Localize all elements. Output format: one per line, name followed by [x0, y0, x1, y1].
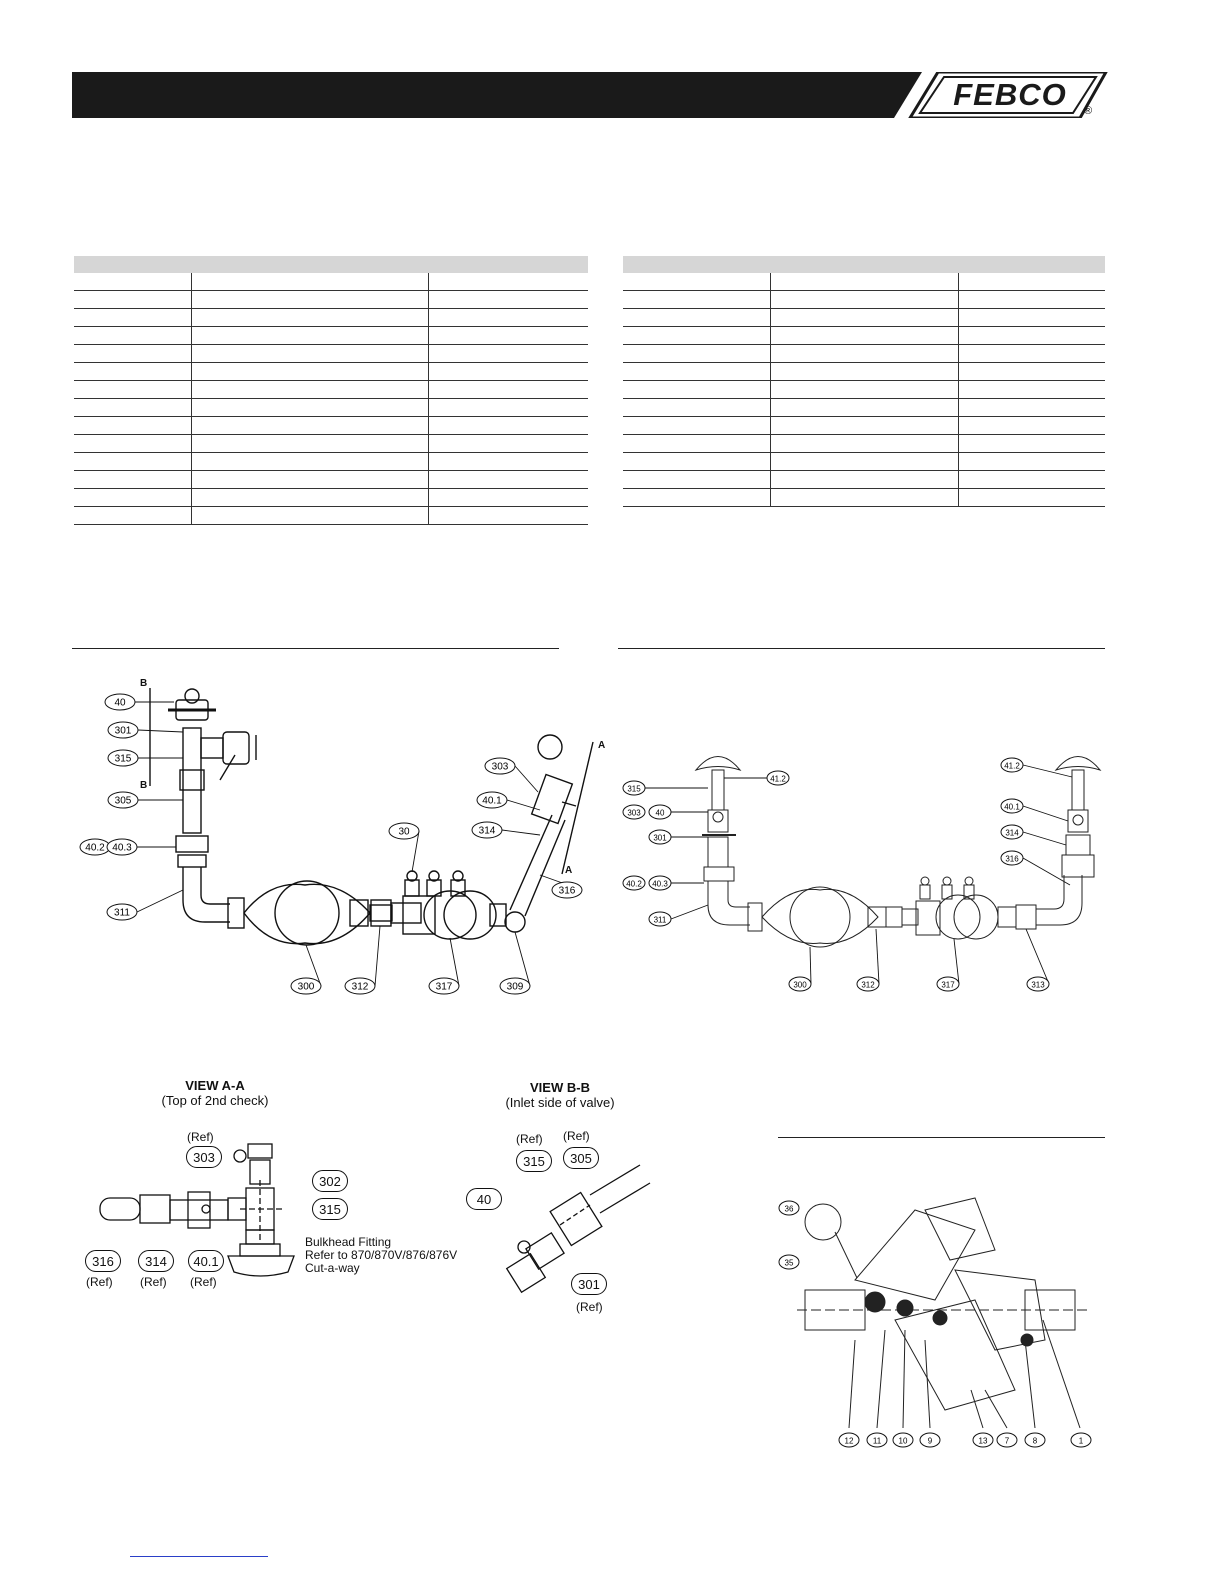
view-bb-ref-bottom: (Ref) [576, 1300, 603, 1314]
callout-35 [779, 1255, 799, 1269]
callout-312 [345, 926, 380, 994]
table-cell [623, 291, 770, 309]
parts-table-left [74, 256, 588, 525]
callout-label: 303 [491, 761, 509, 773]
view-aa-ref: (Ref) [86, 1275, 113, 1289]
callout-305: 305 [563, 1147, 599, 1169]
callout-315 [108, 750, 183, 766]
table-row [623, 327, 1105, 345]
table-cell [428, 363, 588, 381]
table-cell [770, 489, 958, 507]
callout-313 [1026, 929, 1049, 991]
callout-label: 30 [398, 826, 410, 838]
callout-label: 314 [478, 825, 496, 837]
table-cell [428, 489, 588, 507]
table-row [623, 489, 1105, 507]
callout-label: 7 [1004, 1436, 1010, 1446]
table-row [623, 417, 1105, 435]
table-row [74, 417, 588, 435]
table-cell [191, 453, 428, 471]
table-cell [770, 273, 958, 291]
callout-301 [649, 830, 708, 844]
callout-316 [540, 875, 582, 898]
table-cell [770, 291, 958, 309]
callout-label: 305 [114, 795, 132, 807]
callout-label: 312 [351, 981, 369, 993]
table-cell [74, 309, 191, 327]
callout-301: 301 [571, 1273, 607, 1295]
callout-label: 8 [1032, 1436, 1038, 1446]
callout-label: 313 [1031, 980, 1045, 990]
table-row [74, 471, 588, 489]
table-cell [958, 309, 1105, 327]
callout-40-2 [623, 876, 645, 890]
callout-1 [1071, 1433, 1091, 1447]
callout-303: 303 [186, 1146, 222, 1168]
table-cell [428, 507, 588, 525]
table-row [74, 453, 588, 471]
table-cell [191, 471, 428, 489]
table-row [74, 489, 588, 507]
callout-40-1: 40.1 [188, 1250, 224, 1272]
note-line: Refer to 870/870V/876/876V [305, 1248, 458, 1262]
callout-312 [857, 929, 879, 991]
table-cell [74, 435, 191, 453]
table-cell [191, 327, 428, 345]
table-cell [623, 327, 770, 345]
table-cell [191, 399, 428, 417]
registered-mark: ® [1084, 105, 1093, 117]
view-bb-ref-right: (Ref) [563, 1129, 590, 1143]
table-cell [191, 363, 428, 381]
callout-label: 40.3 [112, 842, 132, 854]
table-row [74, 381, 588, 399]
table-cell [428, 435, 588, 453]
table-cell [958, 291, 1105, 309]
assembly-diagram-left [70, 660, 620, 1010]
table-cell [623, 345, 770, 363]
table-cell [958, 417, 1105, 435]
table-cell [74, 291, 191, 309]
table-header-bar [623, 256, 1105, 273]
callout-316: 316 [85, 1250, 121, 1272]
section-mark-b: B [140, 678, 148, 689]
table-cell [958, 489, 1105, 507]
callout-label: 40.1 [1004, 802, 1020, 812]
table-cell [770, 381, 958, 399]
table-cell [74, 345, 191, 363]
callout-36 [779, 1201, 799, 1215]
table-cell [191, 309, 428, 327]
callout-label: 1 [1078, 1436, 1084, 1446]
section-rule-right [618, 648, 1105, 649]
table-cell [74, 471, 191, 489]
table-cell [191, 489, 428, 507]
table-cell [623, 399, 770, 417]
table-cell [623, 381, 770, 399]
callout-label: 35 [784, 1258, 794, 1268]
table-cell [191, 291, 428, 309]
callout-label: 315 [114, 753, 132, 765]
callout-40-1 [477, 792, 540, 810]
callout-305 [108, 792, 183, 808]
callout-9 [920, 1433, 940, 1447]
table-cell [623, 489, 770, 507]
table-cell [958, 471, 1105, 489]
table-cell [74, 399, 191, 417]
table-row [74, 399, 588, 417]
table-row [74, 309, 588, 327]
table-row [623, 309, 1105, 327]
table-cell [770, 399, 958, 417]
callout-40-3 [649, 876, 704, 890]
callout-label: 41.2 [1004, 761, 1020, 771]
table-cell [958, 381, 1105, 399]
table-cell [958, 363, 1105, 381]
callout-7 [997, 1433, 1017, 1447]
callout-314: 314 [138, 1250, 174, 1272]
view-bb-title: VIEW B-B [530, 1080, 590, 1095]
callout-311 [649, 905, 708, 926]
table-cell [74, 327, 191, 345]
table-cell [623, 417, 770, 435]
footer-link-underline[interactable] [130, 1556, 268, 1557]
callout-label: 300 [793, 980, 807, 990]
callout-label: 303 [627, 808, 641, 818]
callout-315: 315 [516, 1150, 552, 1172]
table-cell [958, 399, 1105, 417]
callout-label: 301 [114, 725, 132, 737]
callout-317 [429, 938, 459, 994]
table-row [74, 363, 588, 381]
table-row [623, 363, 1105, 381]
view-aa-title-block [140, 1078, 290, 1108]
callout-10 [893, 1433, 913, 1447]
callout-label: 11 [872, 1436, 882, 1446]
note-line: Cut-a-way [305, 1261, 360, 1275]
view-aa-ref: (Ref) [190, 1275, 217, 1289]
callout-label: 41.2 [770, 774, 786, 784]
callout-label: 40.2 [85, 842, 105, 854]
note-line: Bulkhead Fitting [305, 1235, 392, 1249]
callout-13 [973, 1433, 993, 1447]
table-cell [958, 273, 1105, 291]
table-cell [428, 399, 588, 417]
callout-40-2 [80, 839, 110, 855]
table-cell [958, 435, 1105, 453]
table-cell [428, 381, 588, 399]
section-mark-a: A [565, 865, 573, 876]
table-cell [428, 417, 588, 435]
table-cell [74, 363, 191, 381]
callout-301 [108, 722, 183, 738]
callout-label: 311 [653, 915, 667, 925]
callout-40 [105, 694, 174, 710]
table-row [623, 291, 1105, 309]
table-cell [74, 417, 191, 435]
table-cell [958, 345, 1105, 363]
table-row [623, 435, 1105, 453]
view-aa-ref-top: (Ref) [187, 1130, 214, 1144]
callout-label: 40.3 [652, 879, 668, 889]
callout-label: 316 [558, 885, 576, 897]
callout-302: 302 [312, 1170, 348, 1192]
table-cell [623, 363, 770, 381]
callout-label: 36 [784, 1204, 794, 1214]
callout-8 [1025, 1433, 1045, 1447]
assembly-diagram-right [620, 725, 1120, 1005]
table-row [74, 273, 588, 291]
table-cell [428, 273, 588, 291]
table-row [623, 471, 1105, 489]
callout-label: 9 [927, 1436, 933, 1446]
callout-label: 40 [114, 697, 126, 709]
table-cell [191, 417, 428, 435]
callout-303 [485, 758, 538, 792]
view-bb-title-block [480, 1080, 640, 1110]
brand-logo: FEBCO [953, 77, 1067, 112]
table-cell [74, 453, 191, 471]
table-cell [428, 471, 588, 489]
table-cell [191, 435, 428, 453]
callout-label: 311 [114, 907, 130, 919]
callout-label: 300 [297, 981, 315, 993]
callout-label: 317 [941, 980, 955, 990]
table-cell [191, 273, 428, 291]
callout-315: 315 [312, 1198, 348, 1220]
section-rule-left [72, 648, 559, 649]
callout-303 [623, 805, 645, 819]
table-cell [958, 453, 1105, 471]
view-aa-ref: (Ref) [140, 1275, 167, 1289]
callout-40-1 [1001, 799, 1068, 821]
table-cell [191, 345, 428, 363]
callout-317 [937, 939, 959, 991]
table-cell [428, 309, 588, 327]
callout-314 [1001, 825, 1066, 845]
callout-300 [789, 947, 811, 991]
bulkhead-fitting-note [305, 1236, 457, 1275]
table-cell [74, 381, 191, 399]
callout-label: 309 [506, 981, 524, 993]
table-cell [428, 345, 588, 363]
table-row [74, 507, 588, 525]
table-cell [623, 309, 770, 327]
callout-311 [107, 890, 183, 920]
view-bb-ref-left: (Ref) [516, 1132, 543, 1146]
callout-316 [1001, 851, 1070, 885]
callout-label: 315 [627, 784, 641, 794]
view-aa-title: VIEW A-A [185, 1078, 245, 1093]
table-row [623, 453, 1105, 471]
callout-40-3 [107, 839, 176, 855]
callout-41-2 [1001, 758, 1072, 777]
table-cell [623, 471, 770, 489]
section-mark-b: B [140, 780, 148, 791]
table-row [74, 327, 588, 345]
table-cell [623, 273, 770, 291]
table-row [623, 345, 1105, 363]
callout-label: 316 [1005, 854, 1019, 864]
callout-40: 40 [466, 1188, 502, 1210]
table-cell [770, 453, 958, 471]
table-cell [958, 327, 1105, 345]
callout-309 [500, 932, 530, 994]
table-cell [428, 453, 588, 471]
section-mark-a: A [598, 740, 606, 751]
table-row [74, 291, 588, 309]
table-cell [191, 381, 428, 399]
callout-label: 12 [844, 1436, 854, 1446]
view-bb-subtitle: (Inlet side of valve) [505, 1095, 615, 1110]
callout-40 [649, 805, 708, 819]
callout-300 [291, 945, 321, 994]
callout-label: 301 [653, 833, 667, 843]
callout-315 [623, 781, 708, 795]
section-rule-cutaway [778, 1137, 1105, 1138]
table-cell [770, 363, 958, 381]
table-cell [74, 273, 191, 291]
table-cell [623, 453, 770, 471]
callout-label: 13 [978, 1436, 988, 1446]
callout-30 [389, 823, 419, 872]
table-cell [770, 417, 958, 435]
callout-label: 40.1 [482, 795, 502, 807]
table-cell [770, 435, 958, 453]
callout-label: 40.2 [626, 879, 642, 889]
callout-label: 40 [655, 808, 665, 818]
callout-label: 317 [435, 981, 453, 993]
table-cell [191, 507, 428, 525]
table-cell [770, 345, 958, 363]
callout-41-2 [724, 771, 789, 785]
table-header-bar [74, 256, 588, 273]
table-cell [770, 309, 958, 327]
callout-label: 10 [898, 1436, 908, 1446]
callout-label: 312 [861, 980, 875, 990]
table-row [623, 399, 1105, 417]
parts-table-right [623, 256, 1105, 507]
view-aa-subtitle: (Top of 2nd check) [161, 1093, 269, 1108]
table-cell [428, 291, 588, 309]
table-cell [770, 471, 958, 489]
table-cell [770, 327, 958, 345]
table-row [623, 381, 1105, 399]
table-cell [74, 489, 191, 507]
callout-11 [867, 1433, 887, 1447]
table-row [74, 435, 588, 453]
cutaway-diagram [775, 1190, 1115, 1460]
table-cell [428, 327, 588, 345]
callout-12 [839, 1433, 859, 1447]
table-row [623, 273, 1105, 291]
callout-label: 314 [1005, 828, 1019, 838]
callout-314 [472, 822, 540, 838]
table-cell [74, 507, 191, 525]
table-cell [623, 435, 770, 453]
table-row [74, 345, 588, 363]
